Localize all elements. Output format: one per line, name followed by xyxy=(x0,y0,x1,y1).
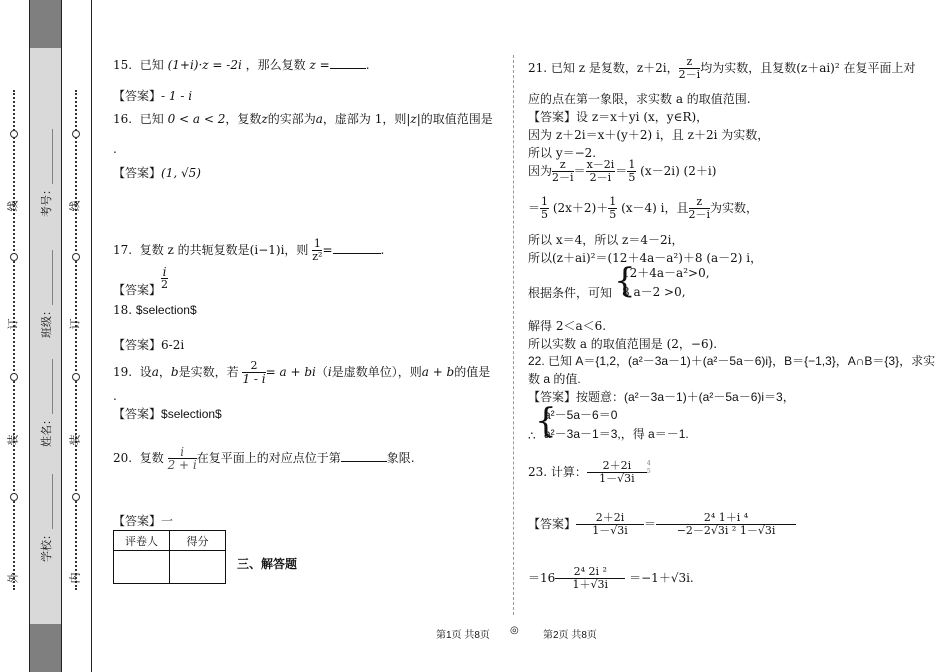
answer-16: 【答案】(1, √5) xyxy=(113,166,201,180)
fraction: $\frac{i}{2}$ xyxy=(161,265,168,291)
binding-top-block xyxy=(30,0,61,48)
seal-circle xyxy=(72,373,80,381)
question-16: 16. 已知 0 < a < 2，复数z的实部为a，虚部为 1，则|z|的取值范围是 xyxy=(113,112,493,126)
fraction: $\frac{1}{5}$ xyxy=(541,195,549,221)
fraction: $\frac{\text{2⁴ 1＋i ⁴}}{\text{−2－2√3i ² 1－√3i}}$ xyxy=(656,512,796,537)
score-table xyxy=(113,530,226,584)
footer-separator: ◎ xyxy=(510,625,519,636)
question-23: 23. 计算： $\frac{2+2i}{1-√3i}$ 4 5 xyxy=(528,459,651,485)
fraction: $\frac{2+2i}{1-√3i}$ xyxy=(576,512,644,537)
answer-20: 【答案】一 xyxy=(113,514,174,528)
section-heading-solutions: 三、解答题 xyxy=(237,557,298,571)
question-17: 17. 复数 z 的共轭复数是(i−1)i，则 $\frac{1}{\text{z²}}$ = . xyxy=(113,237,385,263)
field-exam-number: 考号：__________ xyxy=(40,129,53,217)
system-line2: 8 a－2 >0, xyxy=(622,285,686,299)
seal-circle xyxy=(10,493,18,501)
score-cell[interactable] xyxy=(170,551,226,584)
binding-bottom-block xyxy=(30,624,61,672)
outer-label-ding: 订 xyxy=(6,318,20,330)
field-class: 班级：__________ xyxy=(40,250,53,338)
field-name: 姓名：__________ xyxy=(40,359,53,447)
question-19: 19. 设a，b是实数，若 $\frac{2}{1 - i}$ = a + bi（i是虚数单位），则a + b的值是 xyxy=(113,359,491,386)
fraction: $\frac{2+2i}{1-√3i}$ xyxy=(587,460,647,485)
binding-border-right xyxy=(61,0,62,672)
seal-circle xyxy=(72,253,80,261)
answer-21-line6: 所以 x＝4，所以 z＝4－2i， xyxy=(528,233,684,247)
seal-circle xyxy=(10,253,18,261)
grader-cell[interactable] xyxy=(114,551,170,584)
seal-circle xyxy=(10,130,18,138)
answer-21-line9: 解得 2＜a＜6. xyxy=(528,319,607,333)
column-divider xyxy=(513,55,514,615)
answer-17-label: 【答案】 xyxy=(113,283,162,297)
therefore-symbol: ∴ xyxy=(528,429,536,443)
answer-23-line2: ＝16 $\frac{\text{2⁴ 2i ²}}{1+√3i}$ ＝−1＋√3i. xyxy=(528,565,694,591)
inner-label-ding: 订 xyxy=(68,318,82,330)
footer-page-left: 第1页 共8页 xyxy=(436,630,490,641)
answer-21-line2: 因为 z＋2i＝x＋(y＋2) i，且 z＋2i 为实数， xyxy=(528,128,770,142)
outer-label-wai: 外 xyxy=(6,572,20,584)
fraction: $\frac{1}{5}$ xyxy=(628,158,636,184)
fraction: $\frac{1}{5}$ xyxy=(609,195,617,221)
question-18: 18. $selection$ xyxy=(113,303,197,317)
question-19-end: . xyxy=(113,389,117,403)
field-school: 学校：__________ xyxy=(40,474,53,562)
answer-21-line5: ＝ $\frac{1}{5}$ (2x＋2)＋ $\frac{1}{5}$ (x－4) i，且 $\frac{z}{2-i}$ 为实数， xyxy=(528,195,759,221)
fraction: $\frac{i}{2 + i}$ xyxy=(167,445,197,472)
question-16-end: . xyxy=(113,142,117,156)
fraction: $\frac{x-2i}{2-i}$ xyxy=(586,158,615,184)
outer-seal-line xyxy=(13,90,15,590)
question-22-line2: 数 a 的值. xyxy=(528,372,581,386)
question-21-line1: 21. 已知 z 是复数，z＋2i， $\frac{z}{2-i}$ 均为实数，且复数(z＋ai)² 在复平面上对 xyxy=(528,55,916,81)
inner-seal-line xyxy=(75,90,77,590)
system-line1: 12＋4a－a²>0, xyxy=(622,266,710,280)
inner-label-xian: 线 xyxy=(68,200,82,212)
seal-circle xyxy=(72,130,80,138)
question-20: 20. 复数 $\frac{i}{2 + i}$ 在复平面上的对应点位于第 象限. xyxy=(113,445,415,472)
score-header: 得分 xyxy=(170,531,226,551)
answer-21-line8: 根据条件，可知 xyxy=(528,286,613,300)
binding-border-left xyxy=(29,0,30,672)
inner-label-nei: 内 xyxy=(68,572,82,584)
question-21-line2: 应的点在第一象限，求实数 a 的取值范围. xyxy=(528,92,751,106)
binding-border-page xyxy=(91,0,92,672)
answer-15: 【答案】- 1 - i xyxy=(113,89,193,103)
answer-22-line1: 【答案】按题意：(a²－3a－1)＋(a²－5a－6)i＝3， xyxy=(528,390,795,404)
answer-22-sys1: a²－5a－6＝0 xyxy=(544,408,618,422)
answer-21-line7: 所以(z＋ai)²＝(12＋4a－a²)＋8 (a－2) i， xyxy=(528,251,763,265)
question-15: 15. 已知 (1+i)·z = -2i ，那么复数 z = . xyxy=(113,58,370,72)
footer-page-right: 第2页 共8页 xyxy=(543,630,597,641)
question-22-line1: 22. 已知 A＝{1,2，(a²－3a－1)＋(a²－5a－6)i}，B＝{−1,3}，A∩B＝{3}，求实 xyxy=(528,354,936,368)
seal-circle xyxy=(72,493,80,501)
answer-21-line1: 【答案】设 z＝x＋yi (x，y∈R)， xyxy=(528,110,709,124)
seal-circle xyxy=(10,373,18,381)
system-brace: { xyxy=(535,401,557,441)
fraction: $\frac{z}{2-i}$ xyxy=(552,158,574,184)
answer-18: 【答案】6-2i xyxy=(113,338,185,352)
fraction: $\frac{\text{2⁴ 2i ²}}{1+√3i}$ xyxy=(555,566,625,591)
answer-22-sys2: a²－3a－1＝3,，得 a＝－1. xyxy=(544,427,689,441)
system-brace: { xyxy=(614,261,636,301)
answer-21-line3: 所以 y＝−2. xyxy=(528,146,597,160)
inner-label-zhuang: 装 xyxy=(68,434,82,446)
grader-header: 评卷人 xyxy=(114,531,170,551)
outer-label-xian: 线 xyxy=(6,200,20,212)
answer-21-line10: 所以实数 a 的取值范围是 (2，−6). xyxy=(528,337,718,351)
fraction: $\frac{2}{1 - i}$ xyxy=(242,359,266,386)
outer-label-zhuang: 装 xyxy=(6,434,20,446)
answer-23: 【答案】 $\frac{2+2i}{1-√3i}$ ＝ $\frac{\text{2⁴ 1＋i ⁴}}{\text{−2－2√3i ² 1－√3i}}$ xyxy=(528,512,796,537)
answer-21-line4: 因为 $\frac{z}{2-i}$ ＝ $\frac{x-2i}{2-i}$ ＝ $\frac{1}{5}$ (x－2i) (2＋i) xyxy=(528,158,717,184)
answer-19: 【答案】$selection$ xyxy=(113,407,222,421)
fraction: $\frac{1}{\text{z²}}$ xyxy=(312,237,323,263)
fraction: $\frac{z}{2-i}$ xyxy=(678,55,701,81)
fraction: $\frac{z}{2-i}$ xyxy=(688,195,711,221)
